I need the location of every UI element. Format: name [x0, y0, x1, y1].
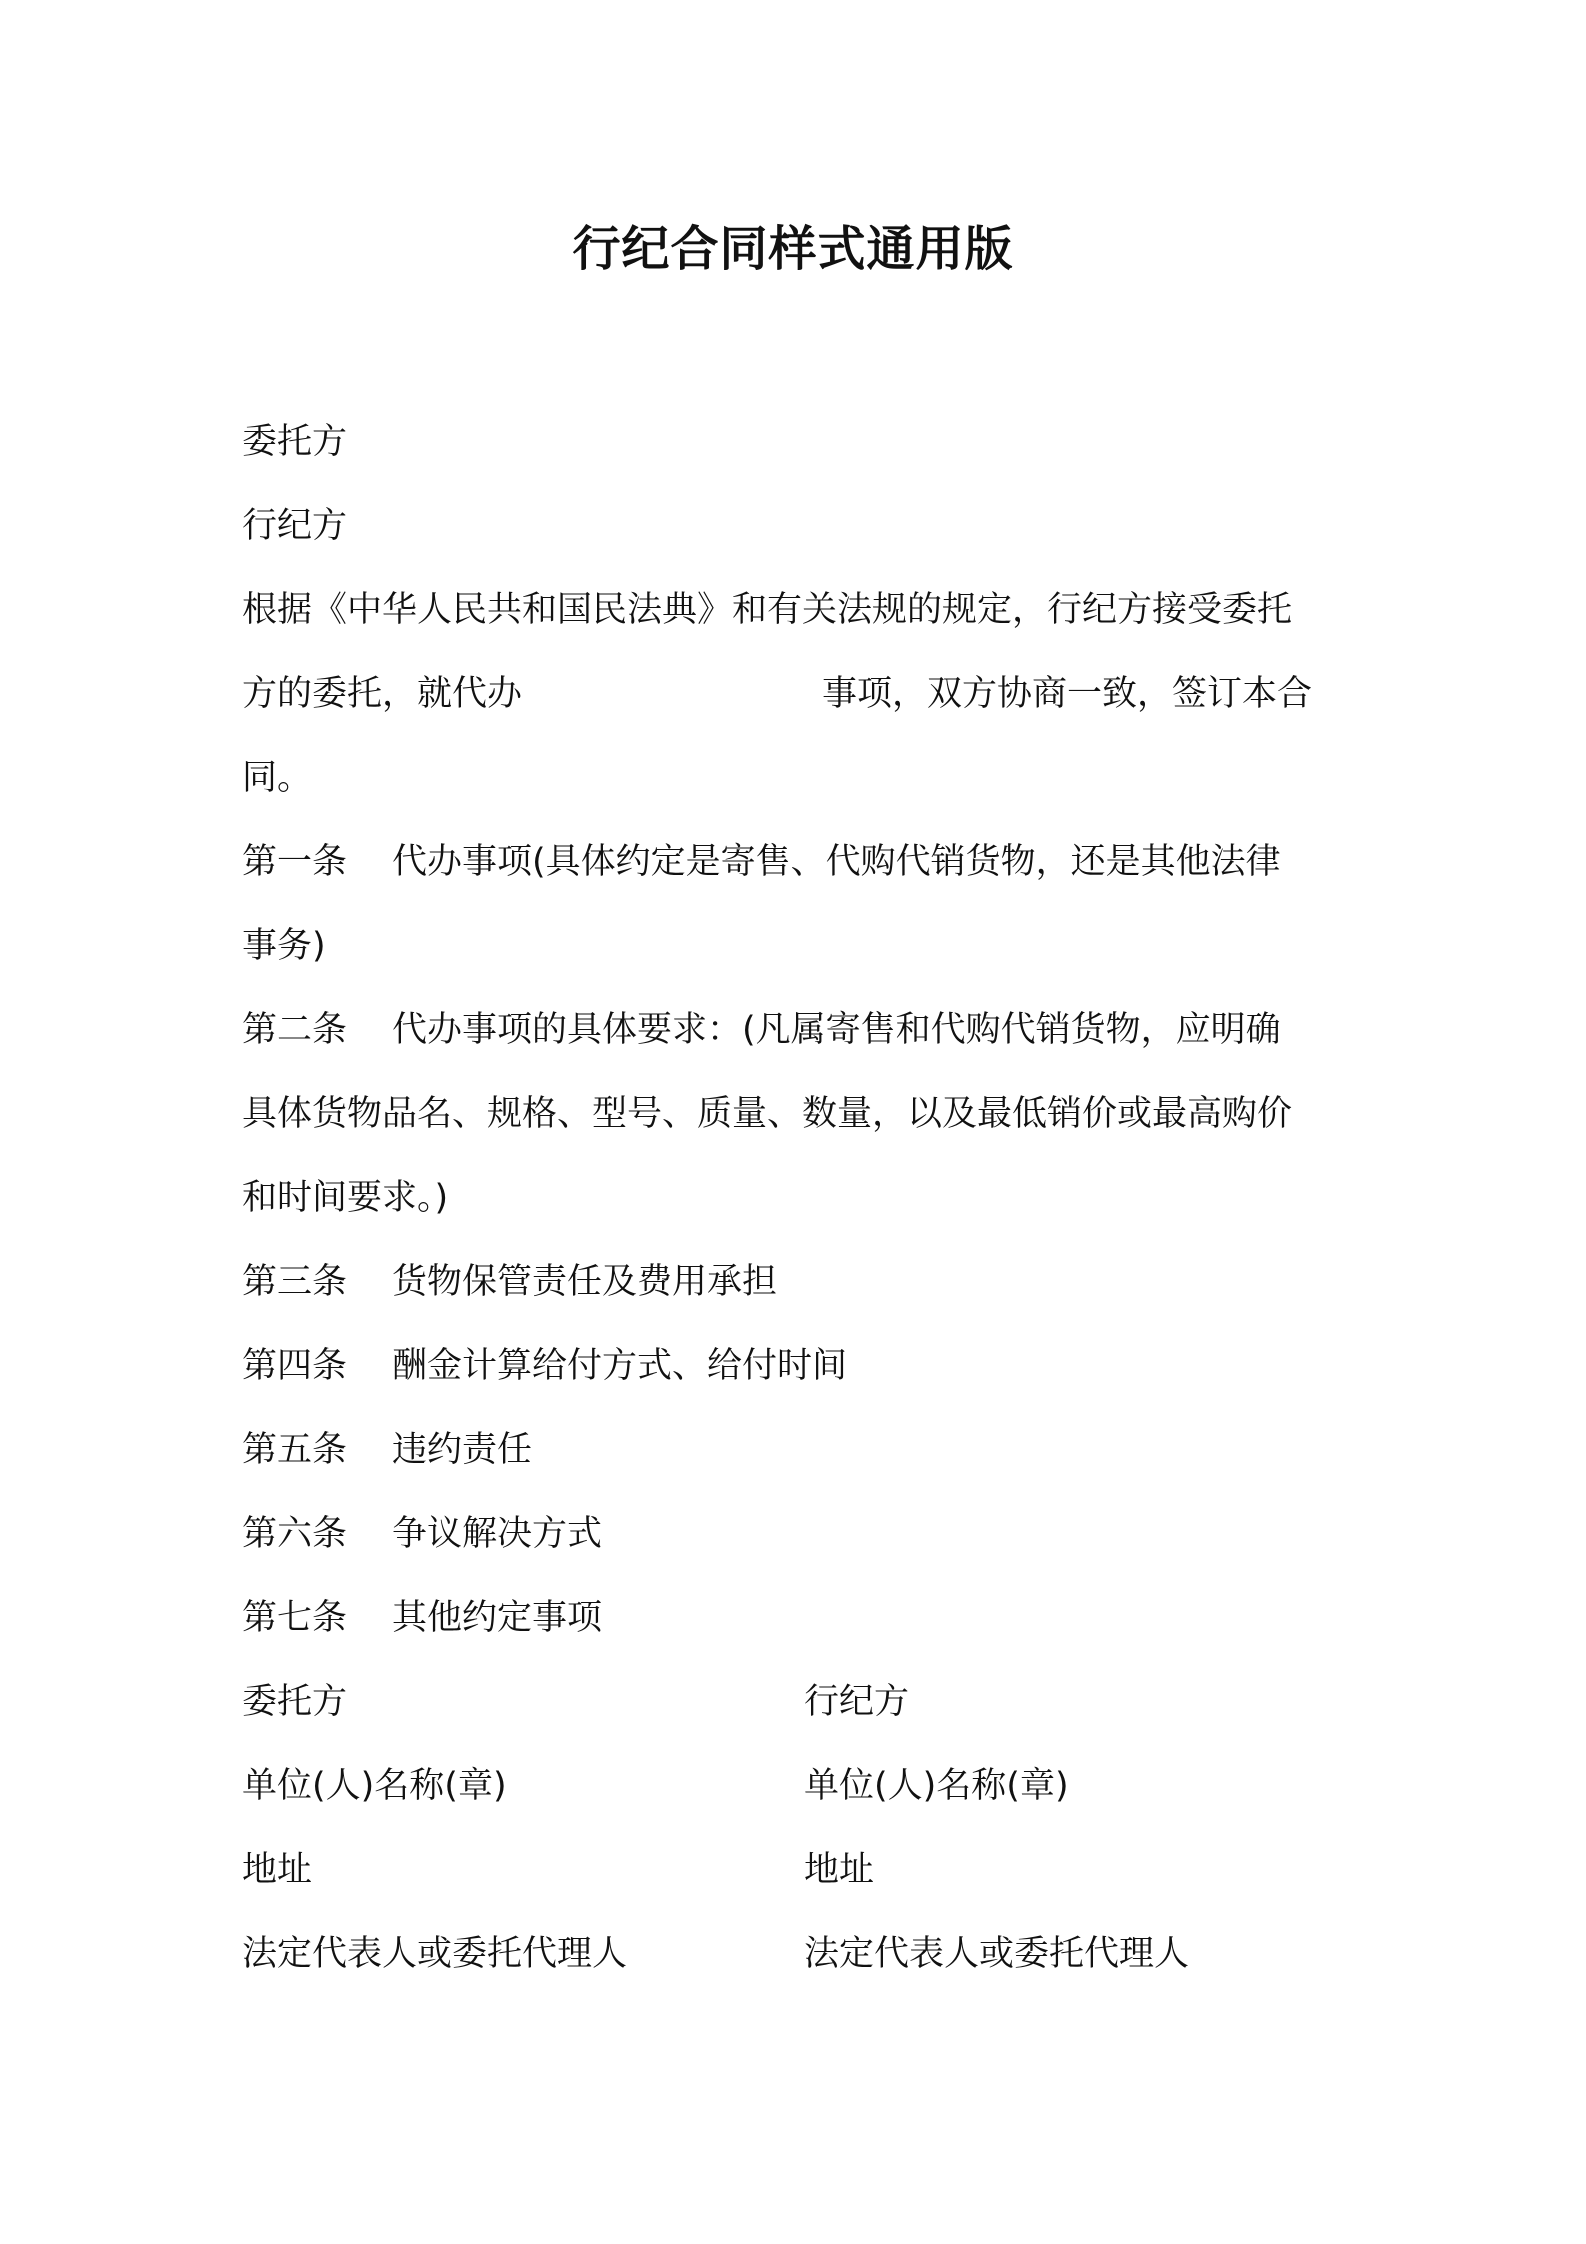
article-1-text: 代办事项(具体约定是寄售、代购代销货物，还是其他法律: [392, 842, 1281, 882]
article-2-number: 第二条: [242, 1010, 348, 1050]
article-1: [242, 820, 1352, 904]
document-body: [242, 400, 1352, 1996]
article-4: [242, 1324, 1352, 1408]
signature-address-row: [242, 1828, 1352, 1912]
document-title: 行纪合同样式通用版: [572, 221, 1014, 277]
article-5-text: 违约责任: [392, 1430, 533, 1470]
article-2: [242, 988, 1352, 1072]
article-1-continuation: 事务): [242, 926, 326, 966]
article-2-continuation-1: 具体货物品名、规格、型号、质量、数量，以及最低销价或最高购价: [242, 1094, 1293, 1134]
signature-representative-row: [242, 1912, 1352, 1996]
article-7: [242, 1576, 1352, 1660]
article-1-number: 第一条: [242, 842, 348, 882]
signature-principal-unit: 单位(人)名称(章): [242, 1766, 507, 1806]
commission-agent-label: 行纪方: [242, 506, 348, 546]
preamble-line-2: [242, 652, 1352, 736]
preamble-line-2-part-1: 方的委托，就代办: [242, 674, 523, 714]
article-3-text: 货物保管责任及费用承担: [392, 1262, 778, 1302]
signature-principal-party: 委托方: [242, 1682, 348, 1722]
article-6: [242, 1492, 1352, 1576]
article-6-text: 争议解决方式: [392, 1514, 603, 1554]
signature-agent-address: 地址: [804, 1850, 875, 1890]
article-3: [242, 1240, 1352, 1324]
article-5: [242, 1408, 1352, 1492]
preamble-line-1: 根据《中华人民共和国民法典》和有关法规的规定，行纪方接受委托: [242, 590, 1293, 630]
principal-label: 委托方: [242, 422, 348, 462]
signature-principal-representative: 法定代表人或委托代理人: [242, 1934, 628, 1974]
article-7-number: 第七条: [242, 1598, 348, 1638]
article-3-number: 第三条: [242, 1262, 348, 1302]
article-4-number: 第四条: [242, 1346, 348, 1386]
signature-party-row: [242, 1660, 1352, 1744]
signature-agent-representative: 法定代表人或委托代理人: [804, 1934, 1190, 1974]
signature-principal-address: 地址: [242, 1850, 313, 1890]
signature-agent-unit: 单位(人)名称(章): [804, 1766, 1069, 1806]
article-6-number: 第六条: [242, 1514, 348, 1554]
article-4-text: 酬金计算给付方式、给付时间: [392, 1346, 848, 1386]
signature-unit-row: [242, 1744, 1352, 1828]
signature-agent-party: 行纪方: [804, 1682, 910, 1722]
preamble-line-2-part-2: 事项，双方协商一致，签订本合: [822, 674, 1313, 714]
preamble-line-3: 同。: [242, 758, 313, 798]
article-7-text: 其他约定事项: [392, 1598, 603, 1638]
article-5-number: 第五条: [242, 1430, 348, 1470]
article-2-continuation-2: 和时间要求。): [242, 1178, 449, 1218]
article-2-text: 代办事项的具体要求：(凡属寄售和代购代销货物，应明确: [392, 1010, 1281, 1050]
